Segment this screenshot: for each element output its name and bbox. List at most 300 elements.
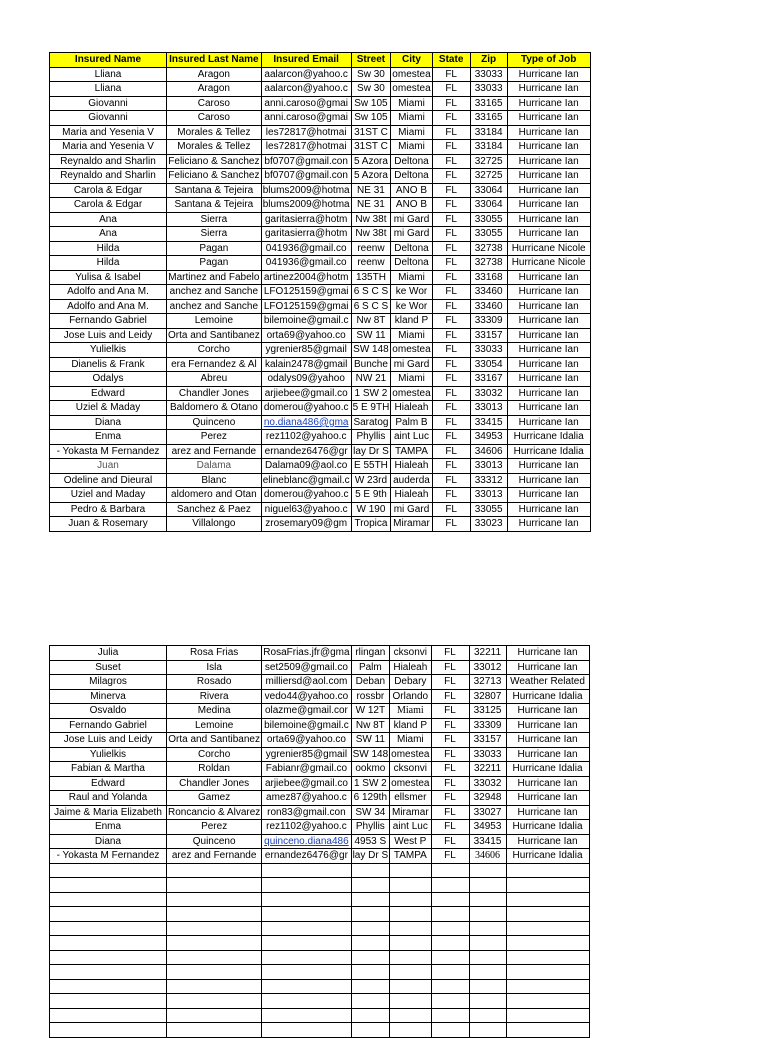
insured-email-cell[interactable]: rez1102@yahoo.c [261, 430, 351, 445]
type-of-job-cell[interactable]: Hurricane Ian [507, 212, 590, 227]
street-cell[interactable]: 5 Azora [351, 154, 391, 169]
insured-email-cell[interactable]: garitasierra@hotm [261, 212, 351, 227]
insured-last-name-cell[interactable]: Orta and Santibanez [168, 734, 260, 746]
city-cell[interactable]: Miami [391, 270, 432, 285]
type-of-job-cell[interactable]: Hurricane Idalia [506, 820, 589, 835]
state-cell[interactable]: FL [432, 372, 470, 387]
type-of-job-cell[interactable] [506, 936, 589, 951]
city-cell[interactable] [390, 994, 431, 1009]
insured-email-cell[interactable]: LFO125159@gmai [261, 299, 351, 314]
state-cell[interactable]: FL [432, 444, 470, 459]
insured-last-name-cell[interactable]: Orta and Santibanez [168, 329, 260, 341]
street-cell[interactable]: 6 S C S [351, 299, 391, 314]
city-cell[interactable]: ke Wor [391, 299, 432, 314]
insured-email-cell[interactable] [262, 863, 351, 878]
type-of-job-cell[interactable]: Hurricane Ian [507, 270, 590, 285]
insured-last-name-cell[interactable] [167, 965, 262, 980]
insured-name-cell[interactable] [50, 994, 167, 1009]
insured-last-name-cell[interactable]: Feliciano & Sanchez [168, 155, 260, 167]
zip-cell[interactable]: 33032 [469, 776, 506, 791]
type-of-job-cell[interactable]: Hurricane Nicole [507, 241, 590, 256]
street-cell[interactable]: SW 11 [351, 328, 391, 343]
city-cell[interactable]: omestea [392, 83, 431, 95]
insured-email-cell[interactable]: Fabianr@gmail.co [262, 762, 351, 777]
insured-email-cell[interactable]: artinez2004@hotm [261, 270, 351, 285]
zip-cell[interactable]: 33165 [470, 111, 507, 126]
insured-name-cell[interactable] [50, 950, 167, 965]
type-of-job-cell[interactable]: Hurricane Ian [506, 718, 589, 733]
insured-email-cell[interactable]: ernandez6476@gr [262, 849, 351, 864]
type-of-job-cell[interactable]: Hurricane Idalia [506, 689, 589, 704]
state-cell[interactable]: FL [432, 140, 470, 155]
insured-last-name-cell[interactable]: Lemoine [167, 718, 262, 733]
zip-cell[interactable]: 32725 [470, 154, 507, 169]
insured-email-cell[interactable]: ygrenier85@gmail [262, 747, 351, 762]
state-cell[interactable]: FL [432, 502, 470, 517]
state-cell[interactable]: FL [432, 198, 470, 213]
zip-cell[interactable]: 33033 [469, 747, 506, 762]
insured-email-cell[interactable]: ron83@gmail.con [262, 805, 351, 820]
zip-cell[interactable]: 32738 [470, 256, 507, 271]
street-cell[interactable]: reenw [351, 241, 391, 256]
type-of-job-cell[interactable]: Hurricane Ian [507, 125, 590, 140]
insured-email-cell[interactable]: RosaFrias.jfr@gma [263, 647, 350, 659]
insured-last-name-cell[interactable]: aldomero and Otan [167, 488, 262, 503]
insured-email-cell[interactable]: ygrenier85@gmail [261, 343, 351, 358]
type-of-job-cell[interactable]: Hurricane Ian [507, 96, 590, 111]
zip-cell[interactable] [469, 936, 506, 951]
city-cell[interactable]: cksonvi [390, 762, 431, 777]
insured-email-cell[interactable] [262, 1008, 351, 1023]
type-of-job-cell[interactable]: Hurricane Ian [507, 82, 590, 97]
street-cell[interactable]: 135TH [351, 270, 391, 285]
state-cell[interactable]: FL [432, 241, 470, 256]
insured-name-cell[interactable]: Julia [50, 646, 167, 661]
zip-cell[interactable]: 33165 [470, 96, 507, 111]
insured-email-cell[interactable] [262, 878, 351, 893]
insured-name-cell[interactable]: Hilda [50, 256, 167, 271]
state-cell[interactable]: FL [432, 299, 470, 314]
street-cell[interactable]: Sw 105 [351, 111, 391, 126]
insured-name-cell[interactable]: Reynaldo and Sharlin [50, 169, 167, 184]
street-cell[interactable]: 6 129th [351, 791, 390, 806]
zip-cell[interactable] [469, 979, 506, 994]
city-cell[interactable]: cksonvi [390, 646, 431, 661]
street-cell[interactable]: lay Dr S [352, 850, 389, 862]
state-cell[interactable] [431, 1023, 469, 1038]
insured-name-cell[interactable]: Uziel & Maday [50, 401, 167, 416]
insured-last-name-cell[interactable] [167, 878, 262, 893]
insured-last-name-cell[interactable]: Blanc [167, 473, 262, 488]
insured-name-cell[interactable]: Reynaldo and Sharlin [50, 154, 167, 169]
city-cell[interactable] [390, 1008, 431, 1023]
column-header-city[interactable]: City [391, 53, 432, 68]
state-cell[interactable]: FL [432, 154, 470, 169]
type-of-job-cell[interactable]: Weather Related [506, 675, 589, 690]
insured-last-name-cell[interactable]: Pagan [167, 241, 262, 256]
state-cell[interactable]: FL [432, 227, 470, 242]
type-of-job-cell[interactable]: Hurricane Ian [507, 502, 590, 517]
city-cell[interactable]: mi Gard [391, 212, 432, 227]
insured-last-name-cell[interactable] [167, 1023, 262, 1038]
type-of-job-cell[interactable]: Hurricane Ian [507, 183, 590, 198]
city-cell[interactable]: West P [390, 834, 431, 849]
insured-last-name-cell[interactable]: Santana & Tejeira [167, 183, 262, 198]
type-of-job-cell[interactable] [506, 965, 589, 980]
insured-last-name-cell[interactable] [167, 921, 262, 936]
insured-name-cell[interactable] [50, 892, 167, 907]
zip-cell[interactable]: 33415 [470, 415, 507, 430]
zip-cell[interactable]: 33168 [470, 270, 507, 285]
type-of-job-cell[interactable]: Hurricane Ian [507, 285, 590, 300]
state-cell[interactable]: FL [432, 111, 470, 126]
insured-email-cell[interactable]: ernandez6476@gr [261, 444, 351, 459]
insured-last-name-cell[interactable]: Abreu [167, 372, 262, 387]
insured-last-name-cell[interactable] [167, 979, 262, 994]
insured-last-name-cell[interactable]: anchez and Sanche [167, 299, 262, 314]
state-cell[interactable] [431, 994, 469, 1009]
insured-name-cell[interactable]: Yulisa & Isabel [50, 270, 167, 285]
insured-last-name-cell[interactable]: Morales & Tellez [167, 125, 262, 140]
insured-last-name-cell[interactable]: Aragon [167, 82, 262, 97]
insured-last-name-cell[interactable]: Perez [167, 430, 262, 445]
type-of-job-cell[interactable]: Hurricane Ian [507, 328, 590, 343]
city-cell[interactable]: ANO B [391, 183, 432, 198]
street-cell[interactable]: Deban [351, 675, 390, 690]
state-cell[interactable]: FL [432, 96, 470, 111]
state-cell[interactable] [431, 1008, 469, 1023]
zip-cell[interactable]: 33023 [470, 517, 507, 532]
state-cell[interactable]: FL [432, 357, 470, 372]
street-cell[interactable]: W 23rd [351, 473, 391, 488]
street-cell[interactable]: E 55TH [351, 459, 391, 474]
state-cell[interactable]: FL [432, 256, 470, 271]
street-cell[interactable]: 31ST C [351, 140, 391, 155]
street-cell[interactable] [351, 965, 390, 980]
city-cell[interactable]: auderda [391, 473, 432, 488]
city-cell[interactable]: Miramar [390, 805, 431, 820]
state-cell[interactable]: FL [432, 517, 470, 532]
zip-cell[interactable]: 33055 [470, 502, 507, 517]
insured-name-cell[interactable] [50, 936, 167, 951]
insured-last-name-cell[interactable]: Chandler Jones [167, 776, 262, 791]
city-cell[interactable]: ANO B [391, 198, 432, 213]
insured-name-cell[interactable]: Raul and Yolanda [50, 791, 167, 806]
insured-name-cell[interactable]: Osvaldo [50, 704, 167, 719]
insured-name-cell[interactable]: Giovanni [50, 96, 167, 111]
street-cell[interactable]: Tropica [351, 517, 391, 532]
insured-email-cell[interactable] [262, 936, 351, 951]
state-cell[interactable] [431, 907, 469, 922]
state-cell[interactable]: FL [432, 473, 470, 488]
insured-name-cell[interactable]: Odalys [50, 372, 167, 387]
type-of-job-cell[interactable]: Hurricane Ian [506, 646, 589, 661]
street-cell[interactable]: NW 21 [351, 372, 391, 387]
insured-name-cell[interactable]: Jose Luis and Leidy [50, 733, 167, 748]
insured-name-cell[interactable] [50, 979, 167, 994]
city-cell[interactable]: Hialeah [391, 401, 432, 416]
state-cell[interactable]: FL [431, 820, 469, 835]
state-cell[interactable]: FL [431, 718, 469, 733]
type-of-job-cell[interactable]: Hurricane Ian [507, 227, 590, 242]
insured-email-cell[interactable]: olazme@gmail.cor [262, 704, 351, 719]
type-of-job-cell[interactable] [506, 863, 589, 878]
type-of-job-cell[interactable]: Hurricane Ian [507, 169, 590, 184]
street-cell[interactable]: Phyllis [351, 820, 390, 835]
insured-email-cell[interactable]: orta69@yahoo.co [261, 328, 351, 343]
insured-email-cell[interactable]: blums2009@hotma [262, 184, 350, 196]
street-cell[interactable]: Nw 38t [351, 212, 391, 227]
insured-name-cell[interactable]: Carola & Edgar [50, 198, 167, 213]
zip-cell[interactable] [469, 965, 506, 980]
street-cell[interactable]: 31ST C [351, 125, 391, 140]
insured-last-name-cell[interactable]: Sanchez & Paez [167, 502, 262, 517]
insured-name-cell[interactable]: Hilda [50, 241, 167, 256]
insured-email-cell[interactable] [262, 950, 351, 965]
type-of-job-cell[interactable]: Hurricane Ian [507, 314, 590, 329]
type-of-job-cell[interactable]: Hurricane Ian [507, 386, 590, 401]
zip-cell[interactable]: 33013 [470, 488, 507, 503]
zip-cell[interactable]: 33309 [470, 314, 507, 329]
state-cell[interactable]: FL [432, 125, 470, 140]
type-of-job-cell[interactable]: Hurricane Ian [506, 747, 589, 762]
insured-email-cell[interactable]: garitasierra@hotm [261, 227, 351, 242]
zip-cell[interactable] [469, 994, 506, 1009]
insured-email-cell[interactable]: zrosemary09@gm [261, 517, 351, 532]
type-of-job-cell[interactable]: Hurricane Idalia [506, 849, 589, 864]
street-cell[interactable] [351, 907, 390, 922]
insured-email-cell[interactable]: set2509@gmail.co [262, 660, 351, 675]
column-header-insured-name[interactable]: Insured Name [50, 53, 167, 68]
city-cell[interactable]: omestea [391, 777, 430, 789]
city-cell[interactable]: kland P [390, 718, 431, 733]
zip-cell[interactable] [469, 921, 506, 936]
type-of-job-cell[interactable]: Hurricane Ian [507, 372, 590, 387]
zip-cell[interactable]: 33184 [470, 140, 507, 155]
insured-name-cell[interactable]: Ana [50, 227, 167, 242]
city-cell[interactable]: Miami [391, 96, 432, 111]
insured-email-cell[interactable]: les72817@hotmai [261, 125, 351, 140]
city-cell[interactable] [390, 907, 431, 922]
insured-name-cell[interactable]: Lliana [50, 67, 167, 82]
street-cell[interactable]: NE 31 [351, 198, 391, 213]
city-cell[interactable] [390, 921, 431, 936]
city-cell[interactable]: omestea [392, 68, 431, 80]
insured-last-name-cell[interactable]: arez and Fernande [167, 849, 262, 864]
insured-last-name-cell[interactable]: Roldan [167, 762, 262, 777]
column-header-state[interactable]: State [432, 53, 470, 68]
street-cell[interactable] [351, 878, 390, 893]
insured-name-cell[interactable] [50, 921, 167, 936]
insured-email-cell[interactable] [262, 1023, 351, 1038]
state-cell[interactable]: FL [431, 660, 469, 675]
street-cell[interactable]: 1 SW 2 [351, 776, 390, 791]
street-cell[interactable]: W 12T [351, 704, 390, 719]
state-cell[interactable] [431, 878, 469, 893]
state-cell[interactable] [431, 863, 469, 878]
city-cell[interactable] [390, 863, 431, 878]
type-of-job-cell[interactable] [506, 994, 589, 1009]
street-cell[interactable] [351, 863, 390, 878]
insured-last-name-cell[interactable] [167, 994, 262, 1009]
city-cell[interactable]: Miramar [391, 517, 432, 532]
city-cell[interactable]: ellsmer [390, 791, 431, 806]
type-of-job-cell[interactable]: Hurricane Nicole [507, 256, 590, 271]
city-cell[interactable] [390, 936, 431, 951]
state-cell[interactable]: FL [431, 704, 469, 719]
insured-email-cell[interactable]: orta69@yahoo.co [262, 733, 351, 748]
type-of-job-cell[interactable]: Hurricane Ian [507, 473, 590, 488]
insured-last-name-cell[interactable]: Villalongo [167, 517, 262, 532]
insured-last-name-cell[interactable]: Morales & Tellez [167, 140, 262, 155]
insured-last-name-cell[interactable]: Sierra [167, 212, 262, 227]
street-cell[interactable]: Sw 105 [351, 96, 391, 111]
zip-cell[interactable]: 33460 [470, 285, 507, 300]
insured-name-cell[interactable]: Fernando Gabriel [50, 314, 167, 329]
zip-cell[interactable]: 33064 [470, 198, 507, 213]
insured-email-cell[interactable]: 041936@gmail.co [261, 241, 351, 256]
zip-cell[interactable]: 33013 [470, 459, 507, 474]
type-of-job-cell[interactable] [506, 921, 589, 936]
street-cell[interactable]: Bunche [351, 357, 391, 372]
zip-cell[interactable] [469, 907, 506, 922]
state-cell[interactable] [431, 965, 469, 980]
state-cell[interactable]: FL [431, 849, 469, 864]
city-cell[interactable]: aint Luc [391, 430, 432, 445]
zip-cell[interactable]: 33312 [470, 473, 507, 488]
insured-name-cell[interactable]: Ana [50, 212, 167, 227]
insured-last-name-cell[interactable]: Gamez [167, 791, 262, 806]
zip-cell[interactable] [469, 1023, 506, 1038]
city-cell[interactable]: Hialeah [391, 459, 432, 474]
insured-email-cell[interactable] [262, 965, 351, 980]
street-cell[interactable]: SW 34 [351, 805, 390, 820]
zip-cell[interactable]: 34953 [469, 820, 506, 835]
insured-name-cell[interactable]: Lliana [50, 82, 167, 97]
insured-name-cell[interactable]: Giovanni [50, 111, 167, 126]
street-cell[interactable] [351, 892, 390, 907]
insured-last-name-cell[interactable]: Rosa Frias [167, 646, 262, 661]
city-cell[interactable]: Debary [390, 675, 431, 690]
street-cell[interactable]: Palm [351, 660, 390, 675]
city-cell[interactable]: aint Luc [390, 820, 431, 835]
insured-name-cell[interactable]: Dianelis & Frank [50, 357, 167, 372]
insured-last-name-cell[interactable] [167, 950, 262, 965]
insured-email-cell[interactable]: bilemoine@gmail.c [262, 718, 351, 733]
city-cell[interactable]: omestea [392, 344, 431, 356]
type-of-job-cell[interactable] [506, 1023, 589, 1038]
insured-email-cell[interactable]: rez1102@yahoo.c [262, 820, 351, 835]
city-cell[interactable]: mi Gard [391, 357, 432, 372]
state-cell[interactable]: FL [432, 183, 470, 198]
insured-name-cell[interactable] [50, 1023, 167, 1038]
street-cell[interactable]: Nw 8T [351, 718, 390, 733]
state-cell[interactable]: FL [432, 285, 470, 300]
insured-email-cell[interactable]: aalarcon@yahoo.c [261, 82, 351, 97]
insured-email-cell[interactable]: vedo44@yahoo.co [262, 689, 351, 704]
zip-cell[interactable]: 34953 [470, 430, 507, 445]
insured-email-cell[interactable]: Dalama09@aol.co [261, 459, 351, 474]
state-cell[interactable]: FL [431, 762, 469, 777]
zip-cell[interactable]: 33032 [470, 386, 507, 401]
insured-name-cell[interactable]: Uziel and Maday [50, 488, 167, 503]
zip-cell[interactable] [469, 863, 506, 878]
type-of-job-cell[interactable]: Hurricane Ian [506, 704, 589, 719]
city-cell[interactable]: omestea [392, 387, 431, 399]
zip-cell[interactable]: 34606 [470, 444, 507, 459]
insured-email-cell[interactable] [262, 892, 351, 907]
state-cell[interactable]: FL [431, 689, 469, 704]
insured-last-name-cell[interactable]: Caroso [167, 111, 262, 126]
type-of-job-cell[interactable]: Hurricane Ian [507, 198, 590, 213]
state-cell[interactable]: FL [432, 328, 470, 343]
insured-name-cell[interactable] [50, 965, 167, 980]
column-header-type-of-job[interactable]: Type of Job [507, 53, 590, 68]
insured-last-name-cell[interactable]: Roncancio & Alvarez [168, 806, 261, 818]
insured-email-cell[interactable]: bilemoine@gmail.c [261, 314, 351, 329]
type-of-job-cell[interactable] [506, 1008, 589, 1023]
type-of-job-cell[interactable]: Hurricane Ian [507, 67, 590, 82]
city-cell[interactable]: Miami [390, 704, 431, 719]
insured-email-cell[interactable]: niguel63@yahoo.c [261, 502, 351, 517]
insured-email-cell[interactable]: blums2009@hotma [262, 199, 350, 211]
zip-cell[interactable]: 33055 [470, 227, 507, 242]
street-cell[interactable] [351, 921, 390, 936]
insured-last-name-cell[interactable]: Perez [167, 820, 262, 835]
zip-cell[interactable]: 32948 [469, 791, 506, 806]
insured-last-name-cell[interactable]: Pagan [167, 256, 262, 271]
insured-name-cell[interactable]: Pedro & Barbara [50, 502, 167, 517]
insured-name-cell[interactable]: Edward [50, 776, 167, 791]
insured-last-name-cell[interactable] [167, 892, 262, 907]
insured-name-cell[interactable]: Odeline and Dieural [50, 473, 167, 488]
street-cell[interactable]: 5 Azora [351, 169, 391, 184]
zip-cell[interactable]: 33125 [469, 704, 506, 719]
state-cell[interactable]: FL [431, 646, 469, 661]
zip-cell[interactable]: 32807 [469, 689, 506, 704]
street-cell[interactable]: 4953 S [351, 834, 390, 849]
insured-last-name-cell[interactable]: Aragon [167, 67, 262, 82]
street-cell[interactable] [351, 936, 390, 951]
zip-cell[interactable]: 34606 [469, 849, 506, 864]
street-cell[interactable]: Sw 30 [351, 82, 391, 97]
zip-cell[interactable]: 33012 [469, 660, 506, 675]
insured-name-cell[interactable] [50, 1008, 167, 1023]
zip-cell[interactable]: 33027 [469, 805, 506, 820]
type-of-job-cell[interactable]: Hurricane Ian [507, 154, 590, 169]
type-of-job-cell[interactable]: Hurricane Ian [507, 299, 590, 314]
type-of-job-cell[interactable]: Hurricane Ian [506, 660, 589, 675]
city-cell[interactable]: Orlando [390, 689, 431, 704]
street-cell[interactable]: ookmo [351, 762, 390, 777]
type-of-job-cell[interactable] [506, 892, 589, 907]
zip-cell[interactable]: 33033 [470, 343, 507, 358]
zip-cell[interactable]: 33054 [470, 357, 507, 372]
zip-cell[interactable] [469, 892, 506, 907]
insured-last-name-cell[interactable]: Baldomero & Otano [167, 401, 262, 416]
insured-last-name-cell[interactable]: Santana & Tejeira [167, 198, 262, 213]
insured-last-name-cell[interactable]: Isla [167, 660, 262, 675]
insured-name-cell[interactable]: Fernando Gabriel [50, 718, 167, 733]
type-of-job-cell[interactable] [506, 878, 589, 893]
type-of-job-cell[interactable]: Hurricane Ian [506, 733, 589, 748]
type-of-job-cell[interactable]: Hurricane Idalia [507, 444, 590, 459]
city-cell[interactable] [390, 1023, 431, 1038]
street-cell[interactable]: 5 E 9TH [352, 402, 390, 414]
street-cell[interactable]: 5 E 9th [351, 488, 391, 503]
insured-email-cell[interactable]: kalain2478@gmail [261, 357, 351, 372]
type-of-job-cell[interactable]: Hurricane Ian [507, 488, 590, 503]
